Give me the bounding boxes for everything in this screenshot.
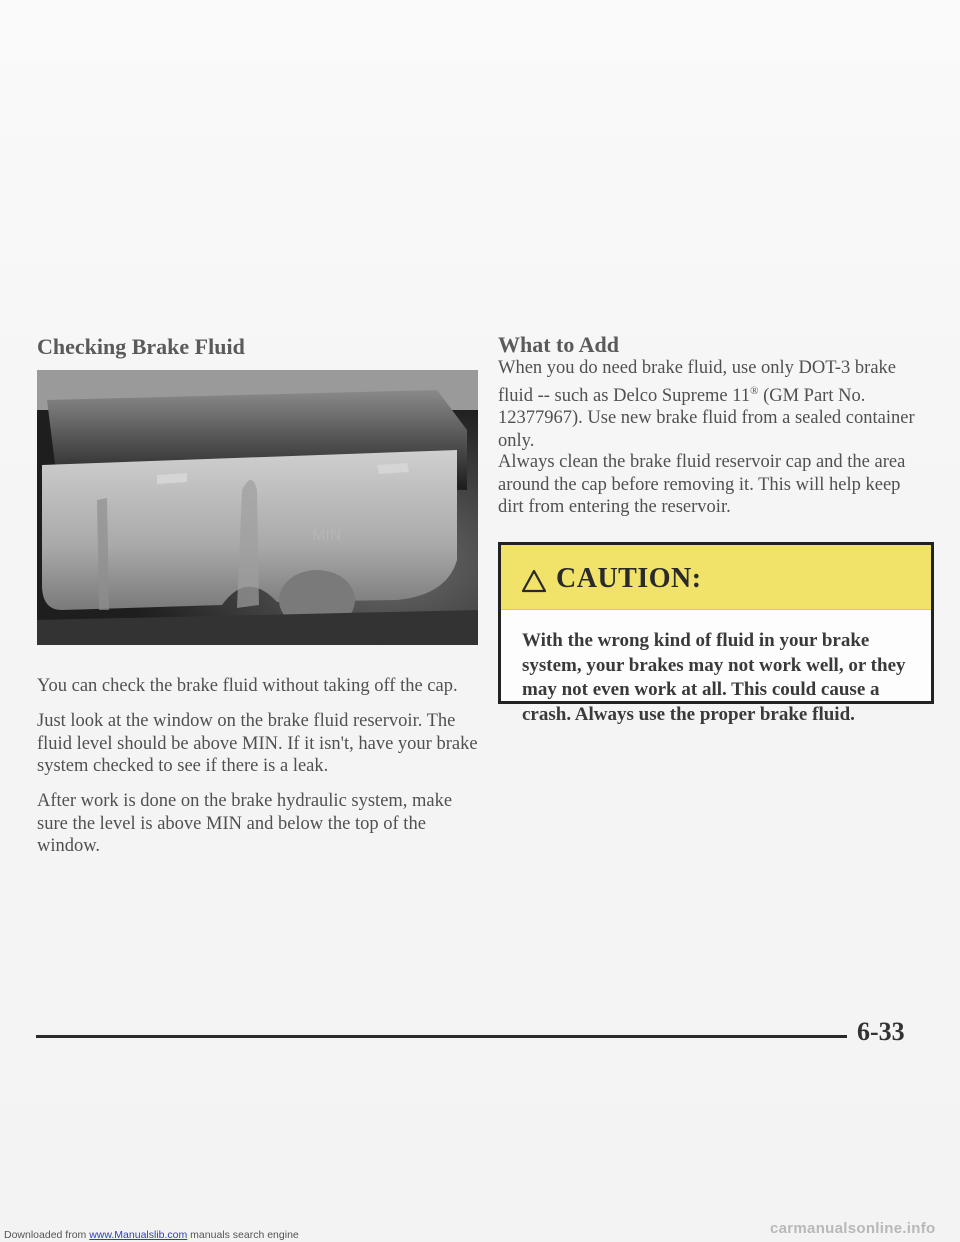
paragraph-after-work: After work is done on the brake hydraulic system, make sure the level is above MIN and below the top of the window.: [37, 791, 453, 856]
section-heading-what-to-add: What to Add: [498, 332, 620, 357]
paragraph-what-to-add-part2: (GM Part No. 12377967). Use new brake fluid from a sealed container only.: [498, 385, 915, 451]
footer-prefix: Downloaded from: [4, 1229, 90, 1241]
paragraph-clean-cap: Always clean the brake fluid reservoir cap and the area around the cap before removing it. This will help keep dirt from entering the reservoir.: [498, 452, 906, 517]
watermark-text: carmanualsonline.info: [770, 1220, 936, 1237]
download-footer: [4, 1229, 299, 1241]
footer-rule: [36, 1035, 847, 1038]
caution-header: [501, 545, 931, 610]
svg-text:MIN: MIN: [312, 527, 342, 544]
section-heading-checking-brake-fluid: Checking Brake Fluid: [37, 334, 245, 359]
caution-message: With the wrong kind of fluid in your brake system, your brakes may not work well, or they may not even work at all. This could cause a crash. Always use the proper brake fluid.: [522, 630, 906, 725]
brake-fluid-reservoir-photo: [37, 370, 478, 645]
manualslib-link[interactable]: www.Manualslib.com: [89, 1229, 188, 1241]
paragraph-look-at-window: Just look at the window on the brake fluid reservoir. The fluid level should be above MIN. If it isn't, have your brake system checked to see if there is a leak.: [37, 711, 478, 776]
reservoir-illustration: [37, 370, 478, 645]
warning-triangle-icon: [521, 569, 547, 593]
registered-mark: ®: [750, 384, 759, 397]
paragraph-what-to-add: [498, 357, 928, 452]
page-number: 6-33: [857, 1017, 905, 1046]
paragraph-what-to-add-part1: When you do need brake fluid, use only DOT-3 brake fluid -- such as Delco Supreme 11: [498, 358, 896, 406]
paragraph-check-without-cap: You can check the brake fluid without taking off the cap.: [37, 676, 458, 696]
footer-suffix: manuals search engine: [187, 1229, 299, 1241]
caution-title: CAUTION:: [556, 563, 702, 594]
